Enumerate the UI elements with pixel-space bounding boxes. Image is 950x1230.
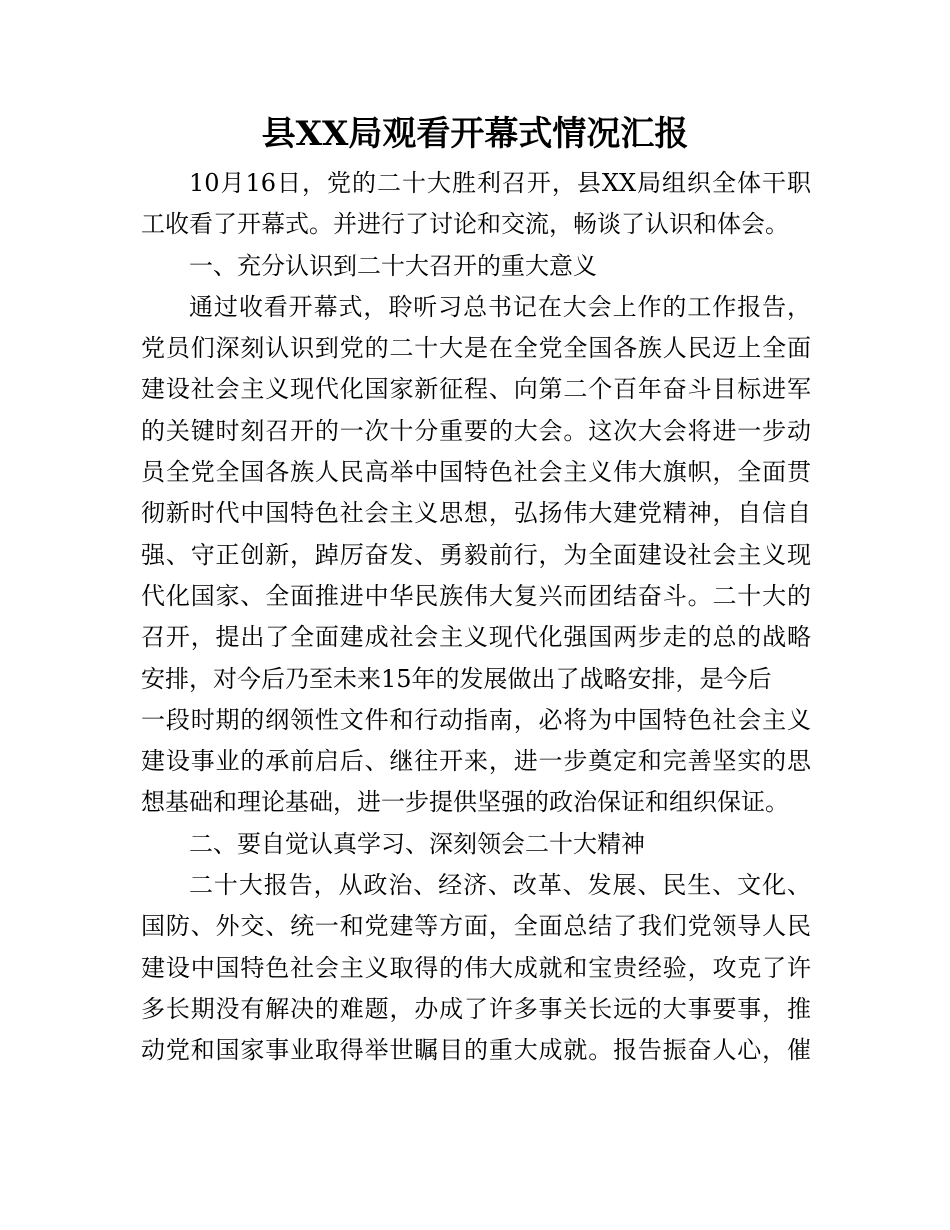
section-heading-1: 一、充分认识到二十大召开的重大意义	[189, 251, 597, 280]
paragraph-line: 彻新时代中国特色社会主义思想，弘扬伟大建党精神，自信自	[141, 499, 811, 528]
paragraph-line: 二十大报告，从政治、经济、改革、发展、民生、文化、	[189, 871, 811, 900]
paragraph-line: 党员们深刻认识到党的二十大是在全党全国各族人民迈上全面	[141, 334, 811, 363]
document-title: 县XX局观看开幕式情况汇报	[261, 114, 689, 154]
paragraph-line: 强、守正创新，踔厉奋发、勇毅前行，为全面建设社会主义现	[141, 540, 811, 569]
paragraph-line: 安排，对今后乃至未来15年的发展做出了战略安排，是今后	[141, 664, 772, 693]
paragraph-line: 建设社会主义现代化国家新征程、向第二个百年奋斗目标进军	[141, 375, 811, 404]
paragraph-line: 10月16日，党的二十大胜利召开，县XX局组织全体干职	[189, 169, 811, 197]
document-body	[141, 163, 811, 1072]
paragraph-line: 建设事业的承前启后、继往开来，进一步奠定和完善坚实的思	[141, 747, 811, 776]
paragraph-line: 工收看了开幕式。并进行了讨论和交流，畅谈了认识和体会。	[141, 210, 789, 239]
paragraph-line: 想基础和理论基础，进一步提供坚强的政治保证和组织保证。	[141, 788, 789, 817]
paragraph-line: 动党和国家事业取得举世瞩目的重大成就。报告振奋人心，催	[141, 1036, 811, 1065]
section-heading-2: 二、要自觉认真学习、深刻领会二十大精神	[189, 829, 645, 858]
paragraph-line: 的关键时刻召开的一次十分重要的大会。这次大会将进一步动	[141, 416, 811, 445]
paragraph-line: 通过收看开幕式，聆听习总书记在大会上作的工作报告，	[189, 292, 811, 321]
paragraph-line: 召开，提出了全面建成社会主义现代化强国两步走的总的战略	[141, 623, 811, 652]
paragraph-line: 代化国家、全面推进中华民族伟大复兴而团结奋斗。二十大的	[141, 581, 811, 610]
paragraph-line: 一段时期的纲领性文件和行动指南，必将为中国特色社会主义	[141, 705, 811, 734]
paragraph-line: 多长期没有解决的难题，办成了许多事关长远的大事要事，推	[141, 994, 811, 1023]
paragraph-line: 员全党全国各族人民高举中国特色社会主义伟大旗帜，全面贯	[141, 458, 811, 487]
paragraph-line: 国防、外交、统一和党建等方面，全面总结了我们党领导人民	[141, 912, 811, 941]
paragraph-line: 建设中国特色社会主义取得的伟大成就和宝贵经验，攻克了许	[141, 953, 811, 982]
